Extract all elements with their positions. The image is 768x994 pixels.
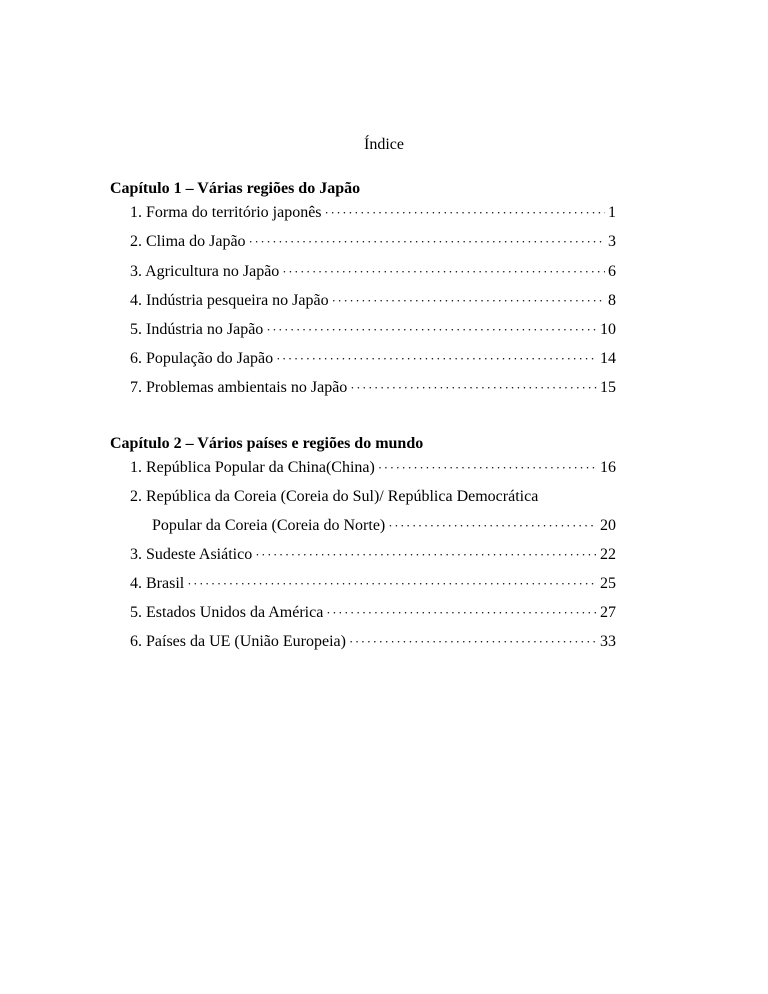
toc-entry[interactable] bbox=[130, 574, 616, 594]
dot-leader bbox=[282, 262, 605, 282]
toc-entry[interactable] bbox=[130, 603, 616, 623]
toc-entry-label: 3. Agricultura no Japão bbox=[130, 263, 280, 280]
toc-entry-label: 4. Indústria pesqueira no Japão bbox=[130, 292, 329, 309]
toc-entry-page: 14 bbox=[600, 350, 616, 367]
chapter-2-heading: Capítulo 2 – Vários países e regiões do mundo bbox=[110, 435, 424, 452]
toc-entry-page: 15 bbox=[600, 379, 616, 396]
toc-entry[interactable] bbox=[130, 262, 616, 282]
toc-entry-label-first-line[interactable]: 2. República da Coreia (Coreia do Sul)/ República Democrática bbox=[130, 488, 539, 505]
toc-entry[interactable] bbox=[130, 349, 616, 369]
toc-entry-page: 8 bbox=[608, 292, 616, 309]
toc-entry-page: 22 bbox=[600, 546, 616, 563]
toc-entry[interactable] bbox=[130, 458, 616, 478]
dot-leader bbox=[266, 320, 597, 340]
dot-leader bbox=[325, 203, 605, 223]
dot-leader bbox=[378, 458, 597, 478]
toc-entry-page: 27 bbox=[600, 604, 616, 621]
toc-entry-label-continuation: Popular da Coreia (Coreia do Norte) bbox=[152, 517, 386, 534]
toc-entry-label: 4. Brasil bbox=[130, 575, 185, 592]
toc-entry[interactable] bbox=[130, 203, 616, 223]
toc-entry-page: 33 bbox=[600, 633, 616, 650]
dot-leader bbox=[332, 291, 605, 311]
dot-leader bbox=[249, 232, 605, 252]
toc-entry-label: 2. Clima do Japão bbox=[130, 233, 246, 250]
dot-leader bbox=[388, 516, 597, 536]
dot-leader bbox=[349, 632, 597, 652]
toc-entry-label: 3. Sudeste Asiático bbox=[130, 546, 253, 563]
toc-entry[interactable] bbox=[130, 232, 616, 252]
toc-entry-page: 25 bbox=[600, 575, 616, 592]
toc-entry-page: 10 bbox=[600, 321, 616, 338]
toc-entry-label: 1. Forma do território japonês bbox=[130, 204, 322, 221]
toc-entry-page: 20 bbox=[600, 517, 616, 534]
dot-leader bbox=[326, 603, 597, 623]
toc-entry-label: 1. República Popular da China(China) bbox=[130, 459, 375, 476]
toc-entry-label: 5. Estados Unidos da América bbox=[130, 604, 324, 621]
toc-entry-label: 6. População do Japão bbox=[130, 350, 274, 367]
page-title: Índice bbox=[364, 136, 404, 153]
toc-entry-page: 3 bbox=[608, 233, 616, 250]
toc-entry[interactable] bbox=[130, 378, 616, 398]
toc-entry[interactable] bbox=[130, 545, 616, 565]
toc-entry[interactable] bbox=[130, 632, 616, 652]
toc-entry[interactable] bbox=[130, 291, 616, 311]
dot-leader bbox=[187, 574, 597, 594]
dot-leader bbox=[276, 349, 597, 369]
toc-entry[interactable] bbox=[152, 516, 616, 536]
toc-entry-page: 1 bbox=[608, 204, 616, 221]
toc-entry-label: 7. Problemas ambientais no Japão bbox=[130, 379, 348, 396]
toc-entry-page: 6 bbox=[608, 263, 616, 280]
chapter-1-heading: Capítulo 1 – Várias regiões do Japão bbox=[110, 180, 361, 197]
toc-entry-label: 5. Indústria no Japão bbox=[130, 321, 264, 338]
dot-leader bbox=[255, 545, 597, 565]
toc-entry-label: 6. Países da UE (União Europeia) bbox=[130, 633, 346, 650]
toc-entry-page: 16 bbox=[600, 459, 616, 476]
dot-leader bbox=[350, 378, 597, 398]
toc-entry[interactable] bbox=[130, 320, 616, 340]
